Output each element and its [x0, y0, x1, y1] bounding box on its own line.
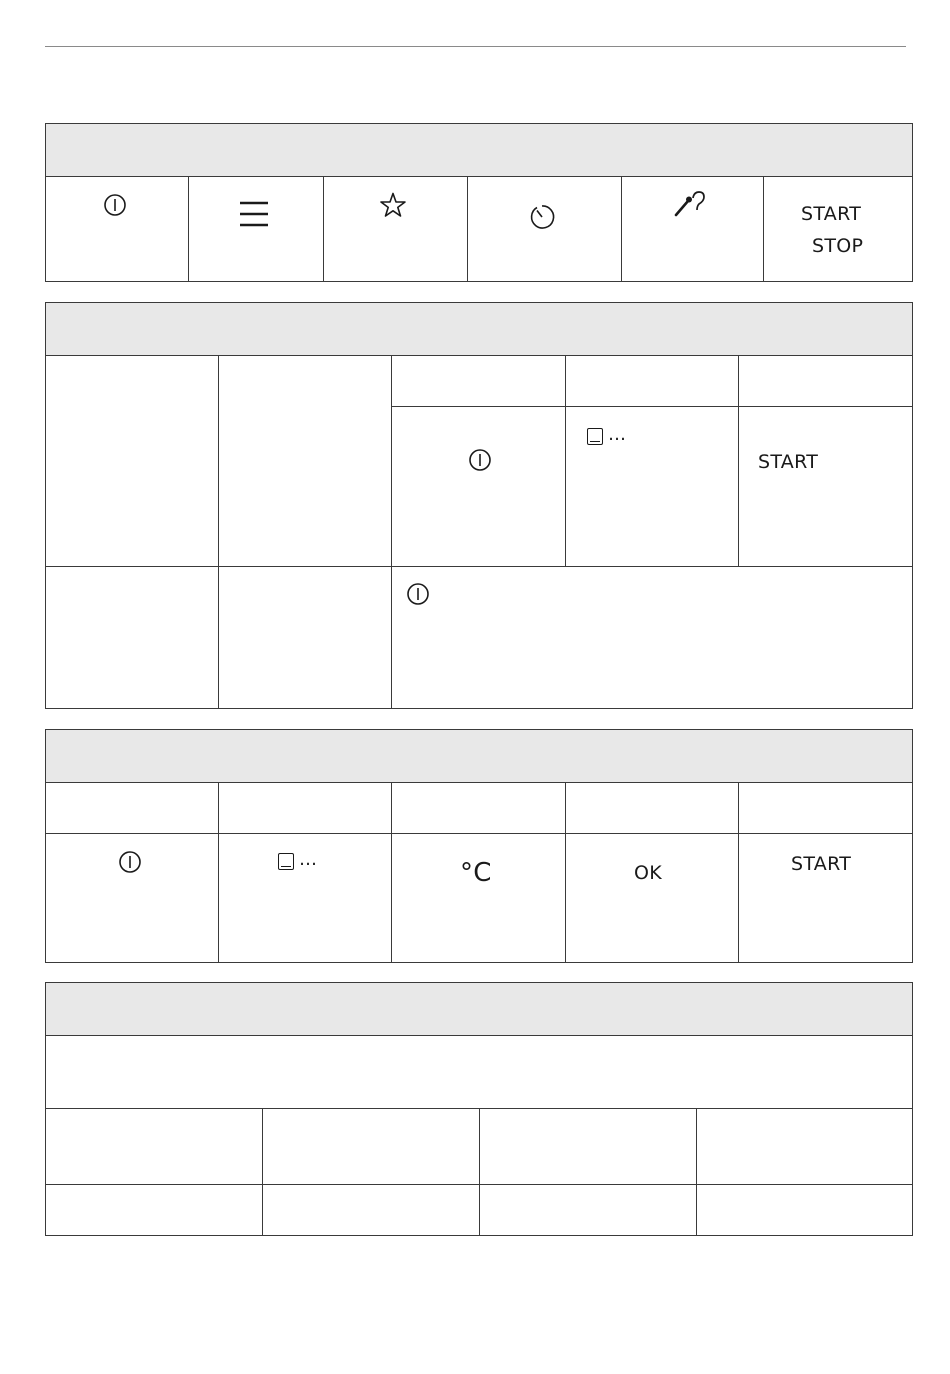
control-panel-table	[45, 123, 913, 282]
step-power-cell	[46, 833, 218, 963]
meat-probe-key-cell[interactable]	[621, 176, 763, 282]
stop-label: STOP	[812, 235, 864, 257]
start-label: START	[791, 853, 852, 875]
row2-power-cell	[391, 566, 912, 709]
info-table-header	[46, 983, 912, 1036]
divider	[262, 1108, 263, 1236]
procedure-table-2-header	[46, 730, 912, 783]
power-icon	[103, 193, 127, 217]
menu-icon	[239, 201, 269, 227]
celsius-icon: °C	[460, 858, 492, 888]
start-label: START	[758, 451, 819, 473]
step-temperature-cell	[391, 833, 565, 963]
power-icon	[406, 582, 430, 606]
procedure-table-1-header	[46, 303, 912, 356]
ellipsis: …	[608, 424, 626, 445]
info-table	[45, 982, 913, 1236]
meat-probe-icon	[672, 190, 710, 218]
favourite-key-cell[interactable]	[323, 176, 467, 282]
divider	[479, 1108, 480, 1236]
step-ok-cell	[565, 833, 738, 963]
step-oven-function-cell	[565, 406, 738, 566]
page-top-rule	[45, 46, 906, 47]
favourite-star-icon	[380, 192, 406, 218]
divider	[218, 355, 219, 709]
step-power-cell	[391, 406, 565, 566]
timer-icon	[529, 204, 555, 230]
menu-key-cell[interactable]	[188, 176, 323, 282]
power-icon	[468, 448, 492, 472]
control-panel-header	[46, 124, 912, 177]
power-key-cell[interactable]	[46, 176, 188, 282]
divider	[696, 1108, 697, 1236]
step-start-cell	[738, 833, 912, 963]
procedure-table-1	[45, 302, 913, 709]
ok-label: OK	[634, 862, 663, 884]
power-icon	[118, 850, 142, 874]
timer-key-cell[interactable]	[467, 176, 621, 282]
step-oven-function-cell	[218, 833, 391, 963]
ellipsis: …	[299, 849, 317, 870]
procedure-table-2	[45, 729, 913, 963]
start-label: START	[801, 203, 862, 225]
start-stop-key-cell[interactable]	[763, 176, 912, 282]
step-start-cell	[738, 406, 912, 566]
